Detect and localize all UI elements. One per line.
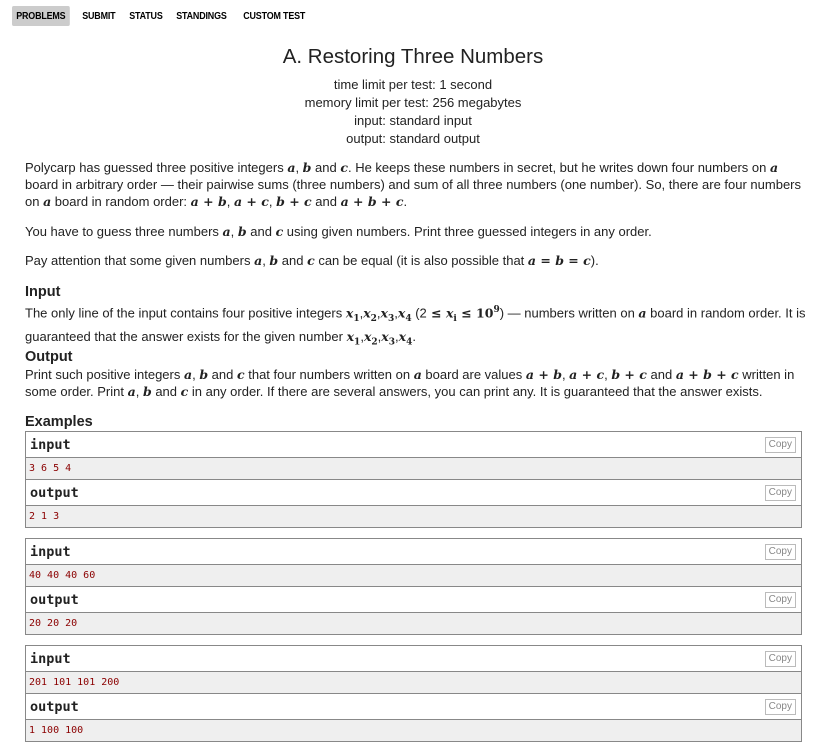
copy-input-button[interactable]: Copy [765,437,796,453]
example-input-label: input [30,544,71,560]
example-output-label: output [30,592,79,608]
memory-limit: memory limit per test: 256 megabytes [304,95,522,110]
statement-paragraph-3: Pay attention that some given numbers a, b and c can be equal (it is also possible that a = b = c). [25,253,599,268]
examples-title: Examples [25,414,93,430]
statement-paragraph-2: You have to guess three numbers a, b and c using given numbers. Print three guessed integers in any order. [25,224,652,239]
output-section-title: Output [25,349,73,365]
example-input-text: 201 101 101 200 [29,677,120,688]
nav-problems[interactable]: PROBLEMS [12,6,70,26]
top-nav [12,6,316,26]
example-input-data [26,565,801,587]
input-file: input: standard input [354,113,472,128]
input-section-title: Input [25,284,61,300]
example-output-text: 1 100 100 [29,725,84,736]
nav-submit[interactable]: SUBMIT [82,10,116,22]
copy-output-button[interactable]: Copy [765,485,796,501]
example-input-header [26,646,801,672]
example-input-text: 40 40 40 60 [29,570,96,581]
example-input-header [26,432,801,458]
example-input-label: input [30,651,71,667]
example-2 [25,538,802,635]
nav-status[interactable]: STATUS [129,10,163,22]
input-section-text: The only line of the input contains four positive integers $x_1,x_2,x_3,x_4$ $(2 \le x_i \le 10^9)$ — numbers written on a board in random order. It is guaranteed that the answer exists for the given number $x_1,x_2,x_3,x_4$. [25,305,806,348]
copy-output-button[interactable]: Copy [765,592,796,608]
problem-title: A. Restoring Three Numbers [282,45,544,68]
example-output-header [26,480,801,506]
time-limit: time limit per test: 1 second [333,77,493,92]
example-output-text: 2 1 3 [29,511,60,522]
example-output-label: output [30,699,79,715]
statement-paragraph-1: Polycarp has guessed three positive integers a, b and c. He keeps these numbers in secret, but he writes down four numbers on a board in arbitrary order — their pairwise sums (three numbers) and sum of all three numbers (one number). So, there are four numbers on a board in random order: a + b, a + c, b + c and a + b + c. [25,160,802,209]
copy-input-button[interactable]: Copy [765,544,796,560]
copy-input-button[interactable]: Copy [765,651,796,667]
problem-limits [0,76,813,148]
example-output-data [26,506,801,527]
nav-custom-test[interactable]: CUSTOM TEST [243,10,306,22]
nav-standings[interactable]: STANDINGS [176,10,227,22]
example-1 [25,431,802,528]
output-section-text: Print such positive integers a, b and c that four numbers written on a board are values a + b, a + c, b + c and a + b + c written in some order. Print a, b and c in any order. If there are several answers, you can print any. It is guaranteed that the answer exists. [25,367,795,399]
example-input-label: input [30,437,71,453]
example-input-header [26,539,801,565]
example-input-data [26,458,801,480]
example-3 [25,645,802,742]
output-file: output: standard output [346,131,480,146]
example-input-data [26,672,801,694]
example-output-header [26,587,801,613]
example-input-text: 3 6 5 4 [29,463,72,474]
example-output-text: 20 20 20 [29,618,78,629]
copy-output-button[interactable]: Copy [765,699,796,715]
example-output-label: output [30,485,79,501]
example-output-data [26,613,801,634]
example-output-data [26,720,801,741]
example-output-header [26,694,801,720]
